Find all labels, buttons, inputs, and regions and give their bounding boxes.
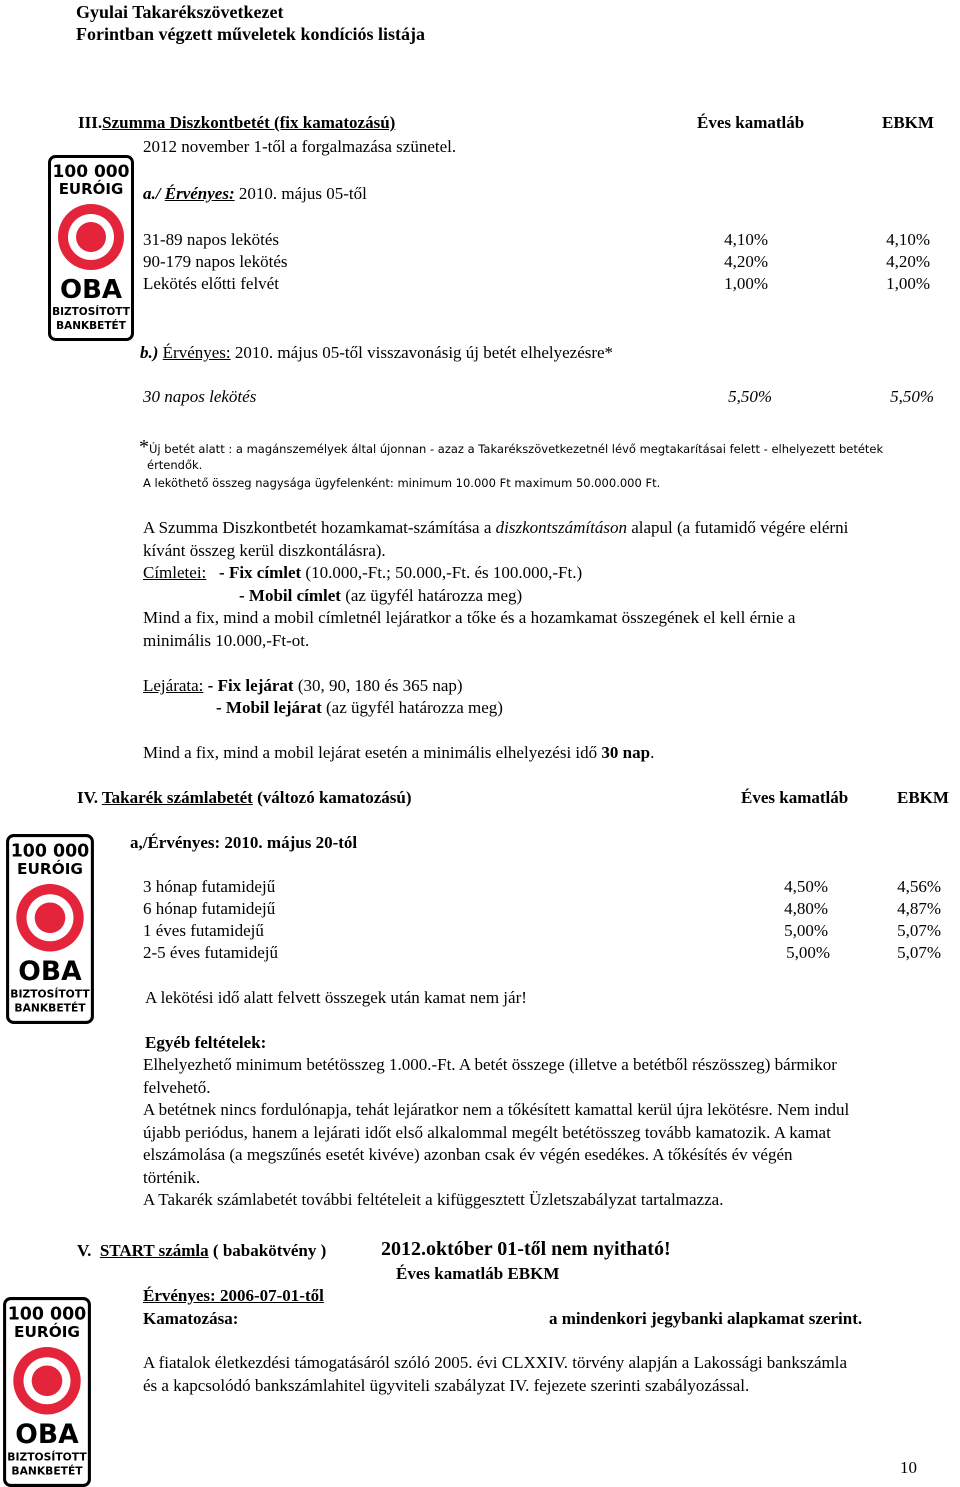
- badge-amount: 100 000: [10, 841, 90, 862]
- s3-cimletei-line1: Címletei: - Fix címlet (10.000,-Ft.; 50.000,-Ft. és 100.000,-Ft.): [143, 563, 583, 582]
- s4-other-conditions-heading: Egyéb feltételek:: [145, 1033, 267, 1052]
- section-iii-a-validity: a./ Érvényes: 2010. május 05-től: [143, 184, 367, 203]
- col-header-rate: Éves kamatláb: [697, 113, 805, 132]
- badge-currency: EURÓIG: [14, 1322, 80, 1341]
- s3-para1-line2: kívánt összeg kerül diszkontálásra).: [143, 541, 386, 560]
- s4-row1-rate: 4,50%: [784, 877, 828, 896]
- s4-validity: a,/Érvényes: 2010. május 20-tól: [130, 833, 358, 852]
- s4-row2-rate: 4,80%: [784, 899, 828, 918]
- col-header-ebkm: EBKM: [882, 113, 934, 132]
- s5-notice: 2012.október 01-től nem nyitható!: [381, 1238, 671, 1260]
- s3-row2-label: 90-179 napos lekötés: [143, 252, 288, 271]
- badge-line5: BANKBETÉT: [56, 320, 126, 332]
- s3-b-row-ebkm: 5,50%: [890, 387, 934, 406]
- s3-row3-label: Lekötés előtti felvét: [143, 274, 279, 293]
- s5-para-line1: A fiatalok életkezdési támogatásáról szóló 2005. évi CLXXIV. törvény alapján a Lakossági bankszámla: [143, 1353, 848, 1372]
- badge-oba-text: OBA: [59, 275, 123, 305]
- page-number: 10: [900, 1458, 917, 1477]
- header-doc-title: Forintban végzett műveletek kondíciós listája: [76, 24, 425, 44]
- s3-b-row-label: 30 napos lekötés: [143, 387, 257, 406]
- s4-cond3: A Takarék számlabetét további feltételeit a kifüggesztett Üzletszabályzat tartalmazza.: [143, 1190, 724, 1209]
- s3-note-star: *Új betét alatt : a magánszemélyek által újonnan - azaz a Takarékszövetkezetnél lévő megtakarításai felett - elhelyezett betétek: [139, 436, 884, 458]
- s3-b-row-rate: 5,50%: [728, 387, 772, 406]
- s4-col-header-ebkm: EBKM: [897, 788, 949, 807]
- badge-line5: BANKBETÉT: [14, 1001, 86, 1015]
- badge-line4: BIZTOSÍTOTT: [10, 987, 90, 1001]
- s3-para3: Mind a fix, mind a mobil lejárat esetén a minimális elhelyezési idő 30 nap.: [143, 743, 655, 762]
- s4-row4-label: 2-5 éves futamidejű: [143, 943, 279, 962]
- s4-row3-label: 1 éves futamidejű: [143, 921, 264, 940]
- s3-row3-rate: 1,00%: [724, 274, 768, 293]
- s5-para-line2: és a kapcsolódó bankszámlahitel ügyviteli szabályzat IV. fejezete szerinti szabályozással.: [143, 1376, 750, 1395]
- badge-amount: 100 000: [52, 162, 130, 182]
- s3-row1-ebkm: 4,10%: [886, 230, 930, 249]
- badge-currency: EURÓIG: [17, 859, 83, 878]
- s3-row2-rate: 4,20%: [724, 252, 768, 271]
- s4-row1-ebkm: 4,56%: [897, 877, 941, 896]
- s4-col-header-rate: Éves kamatláb: [741, 788, 849, 807]
- s4-row3-ebkm: 5,07%: [897, 921, 941, 940]
- s4-cond1-line2: felvehető.: [143, 1078, 211, 1097]
- badge-line5: BANKBETÉT: [11, 1464, 83, 1478]
- s5-validity: Érvényes: 2006-07-01-től: [143, 1286, 324, 1305]
- s4-row4-rate: 5,00%: [786, 943, 830, 962]
- oba-badge-icon: [3, 1297, 91, 1487]
- s4-row1-label: 3 hónap futamidejű: [143, 877, 276, 896]
- section-v-heading: V. START számla ( babakötvény ): [77, 1241, 327, 1260]
- header-org-name: Gyulai Takarékszövetkezet: [76, 2, 284, 22]
- s3-cimletei-line2: - Mobil címlet (az ügyfél határozza meg): [239, 586, 523, 605]
- s3-row1-label: 31-89 napos lekötés: [143, 230, 279, 249]
- s4-row4-ebkm: 5,07%: [897, 943, 941, 962]
- s4-cond2-line2: újabb periódus, hanem a lejárati időt első alkalommal megélt betétösszeg tovább kamatozik. A kamat: [143, 1123, 831, 1142]
- s3-lejarata-line2: - Mobil lejárat (az ügyfél határozza meg): [216, 698, 503, 717]
- s5-interest-label: Kamatozása:: [143, 1309, 239, 1328]
- badge-oba-text: OBA: [18, 956, 82, 988]
- s5-interest-value: a mindenkori jegybanki alapkamat szerint.: [549, 1309, 863, 1328]
- s3-note-limits: A leköthető összeg nagysága ügyfelenként: minimum 10.000 Ft maximum 50.000.000 Ft.: [143, 476, 661, 490]
- s3-para1-line1: A Szumma Diszkontbetét hozamkamat-számítása a diszkontszámításon alapul (a futamidő végére elérni: [143, 518, 849, 537]
- s4-cond1-line1: Elhelyezhető minimum betétösszeg 1.000.-Ft. A betét összege (illetve a betétből részösszeg) bármikor: [143, 1055, 837, 1074]
- section-iv-heading: IV. Takarék számlabetét (változó kamatozású): [77, 788, 412, 807]
- s3-para2-line2: minimális 10.000,-Ft-ot.: [143, 631, 310, 650]
- s3-row3-ebkm: 1,00%: [886, 274, 930, 293]
- s3-row1-rate: 4,10%: [724, 230, 768, 249]
- s4-row2-ebkm: 4,87%: [897, 899, 941, 918]
- section-iii-heading: III.Szumma Diszkontbetét (fix kamatozású): [78, 113, 396, 132]
- badge-currency: EURÓIG: [58, 180, 124, 198]
- s4-cond2-line3: elszámolása (a megszűnés esetét kivéve) azonban csak év végén esedékes. A tőkésítés év végén: [143, 1145, 793, 1164]
- section-iii-notice: 2012 november 1-től a forgalmazása szünetel.: [143, 137, 457, 156]
- badge-line4: BIZTOSÍTOTT: [52, 306, 130, 318]
- s4-cond2-line1: A betétnek nincs fordulónapja, tehát lejáratkor nem a tőkésített kamattal kerül újra lekötésre. Nem indul: [143, 1100, 850, 1119]
- oba-badge-icon: [6, 834, 94, 1024]
- badge-line4: BIZTOSÍTOTT: [7, 1450, 87, 1464]
- s3-note-cont: értendők.: [147, 458, 203, 472]
- badge-amount: 100 000: [7, 1304, 87, 1325]
- oba-badge-icon: [48, 155, 134, 341]
- s3-row2-ebkm: 4,20%: [886, 252, 930, 271]
- badge-oba-text: OBA: [15, 1419, 79, 1451]
- s3-para2-line1: Mind a fix, mind a mobil címletnél lejáratkor a tőke és a hozamkamat összegének el kell érnie a: [143, 608, 796, 627]
- s3-lejarata-line1: Lejárata: - Fix lejárat (30, 90, 180 és 365 nap): [143, 676, 463, 695]
- s4-no-interest-note: A lekötési idő alatt felvett összegek után kamat nem jár!: [145, 988, 527, 1007]
- s4-cond2-line4: történik.: [143, 1168, 201, 1187]
- section-iii-b-validity: b.) Érvényes: 2010. május 05-től visszavonásig új betét elhelyezésre*: [140, 343, 614, 362]
- s4-row3-rate: 5,00%: [784, 921, 828, 940]
- s4-row2-label: 6 hónap futamidejű: [143, 899, 276, 918]
- s5-col-headers: Éves kamatláb EBKM: [396, 1264, 560, 1283]
